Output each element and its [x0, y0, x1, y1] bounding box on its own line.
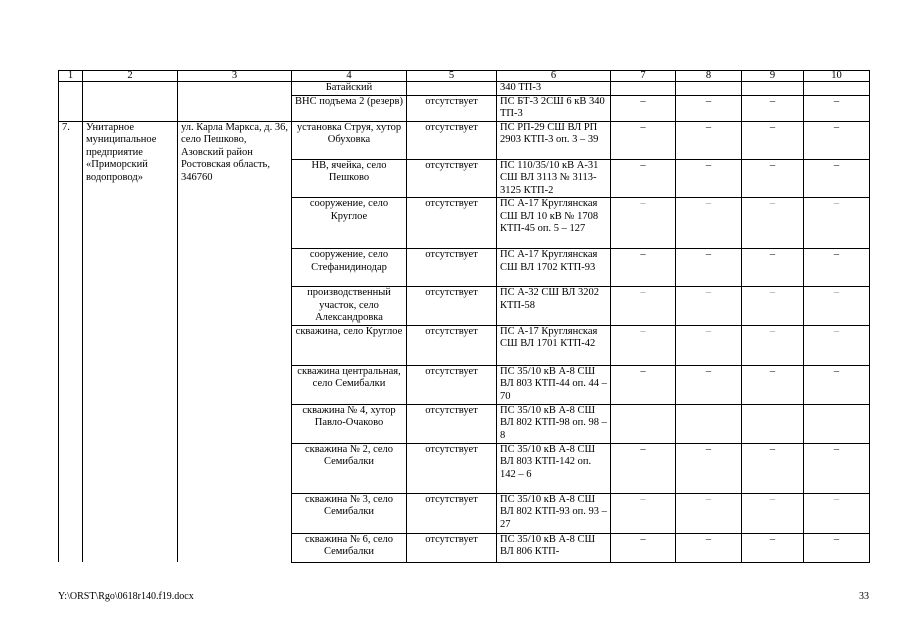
dash-cell: –	[611, 493, 676, 533]
dash-cell: –	[676, 198, 742, 249]
organization-name: Унитарное муниципальное предприятие «Приморский водопровод»	[83, 121, 178, 562]
dash-cell: –	[804, 443, 870, 493]
dash-cell	[611, 82, 676, 96]
entry-number: 7.	[59, 121, 83, 562]
column-number: 1	[59, 71, 83, 82]
dash-cell: –	[676, 443, 742, 493]
dash-cell: –	[611, 533, 676, 562]
connection-status: отсутствует	[407, 287, 497, 326]
object-name: сооружение, село Круглое	[292, 198, 407, 249]
power-supply: ПС А-32 СШ ВЛ 3202 КТП-58	[497, 287, 611, 326]
connection-status: отсутствует	[407, 493, 497, 533]
dash-cell: –	[742, 249, 804, 287]
object-name: скважина № 2, село Семибалки	[292, 443, 407, 493]
column-number: 6	[497, 71, 611, 82]
address-cell	[178, 82, 292, 122]
status-cell	[407, 82, 497, 96]
object-name: скважина, село Круглое	[292, 325, 407, 365]
dash-cell: –	[676, 159, 742, 198]
connection-status: отсутствует	[407, 121, 497, 159]
connection-status: отсутствует	[407, 365, 497, 404]
footer-page-number: 33	[859, 591, 869, 602]
dash-cell: –	[804, 95, 870, 121]
table-row	[59, 121, 870, 159]
dash-cell: –	[676, 325, 742, 365]
object-name: установка Струя, хутор Обуховка	[292, 121, 407, 159]
column-number: 9	[742, 71, 804, 82]
dash-cell: –	[804, 249, 870, 287]
power-supply: ПС А-17 Круглянская СШ ВЛ 1702 КТП-93	[497, 249, 611, 287]
dash-cell: –	[676, 95, 742, 121]
column-number: 2	[83, 71, 178, 82]
dash-cell	[804, 82, 870, 96]
connection-status: отсутствует	[407, 198, 497, 249]
column-number: 10	[804, 71, 870, 82]
organization-address: ул. Карла Маркса, д. 36, село Пешково, Азовский район Ростовская область, 346760	[178, 121, 292, 562]
dash-cell: –	[611, 95, 676, 121]
dash-cell: –	[742, 365, 804, 404]
connection-status: отсутствует	[407, 404, 497, 443]
dash-cell: –	[804, 365, 870, 404]
column-number: 8	[676, 71, 742, 82]
dash-cell: –	[611, 198, 676, 249]
column-number: 4	[292, 71, 407, 82]
footer-file-path: Y:\ORST\Rgo\0618r140.f19.docx	[58, 591, 194, 602]
dash-cell: –	[742, 159, 804, 198]
dash-cell: –	[804, 198, 870, 249]
connection-status: отсутствует	[407, 95, 497, 121]
dash-cell: –	[611, 249, 676, 287]
object-name: ВНС подъема 2 (резерв)	[292, 95, 407, 121]
dash-cell: –	[804, 287, 870, 326]
dash-cell: –	[742, 198, 804, 249]
power-supply: ПС 35/10 кВ А-8 СШ ВЛ 803 КТП-142 оп. 142 – 6	[497, 443, 611, 493]
dash-cell: –	[804, 121, 870, 159]
power-supply: ПС 35/10 кВ А-8 СШ ВЛ 806 КТП-	[497, 533, 611, 562]
object-name: скважина центральная, село Семибалки	[292, 365, 407, 404]
connection-status: отсутствует	[407, 325, 497, 365]
dash-cell	[611, 404, 676, 443]
power-supply: ПС А-17 Круглянская СШ ВЛ 10 кВ № 1708 КТП-45 оп. 5 – 127	[497, 198, 611, 249]
document-table	[58, 70, 870, 563]
column-number: 5	[407, 71, 497, 82]
power-supply: ПС А-17 Круглянская СШ ВЛ 1701 КТП-42	[497, 325, 611, 365]
object-name: НВ, ячейка, село Пешково	[292, 159, 407, 198]
dash-cell: –	[804, 325, 870, 365]
column-number-row	[59, 71, 870, 82]
object-name: скважина № 6, село Семибалки	[292, 533, 407, 562]
table-row	[59, 82, 870, 96]
dash-cell: –	[742, 287, 804, 326]
dash-cell: –	[804, 159, 870, 198]
dash-cell: –	[742, 493, 804, 533]
object-name: скважина № 3, село Семибалки	[292, 493, 407, 533]
power-supply: ПС РП-29 СШ ВЛ РП 2903 КТП-3 оп. 3 – 39	[497, 121, 611, 159]
connection-status: отсутствует	[407, 249, 497, 287]
dash-cell: –	[804, 493, 870, 533]
power-supply: ПС 110/35/10 кВ А-31 СШ ВЛ 3113 № 3113-3125 КТП-2	[497, 159, 611, 198]
dash-cell: –	[742, 325, 804, 365]
dash-cell: –	[676, 493, 742, 533]
dash-cell	[742, 82, 804, 96]
power-supply: ПС БТ-3 2СШ 6 кВ 340 ТП-3	[497, 95, 611, 121]
column-number: 3	[178, 71, 292, 82]
connection-status: отсутствует	[407, 443, 497, 493]
dash-cell: –	[676, 533, 742, 562]
dash-cell: –	[676, 249, 742, 287]
dash-cell	[804, 404, 870, 443]
entry-number-cell	[59, 82, 83, 122]
dash-cell: –	[676, 287, 742, 326]
object-name: скважина № 4, хутор Павло-Очаково	[292, 404, 407, 443]
power-supply: 340 ТП-3	[497, 82, 611, 96]
dash-cell	[676, 82, 742, 96]
column-number: 7	[611, 71, 676, 82]
dash-cell	[742, 404, 804, 443]
dash-cell: –	[611, 121, 676, 159]
object-name: производственный участок, село Александровка	[292, 287, 407, 326]
dash-cell: –	[742, 443, 804, 493]
power-supply: ПС 35/10 кВ А-8 СШ ВЛ 802 КТП-98 оп. 98 – 8	[497, 404, 611, 443]
object-name: Батайский	[292, 82, 407, 96]
connection-status: отсутствует	[407, 533, 497, 562]
dash-cell: –	[804, 533, 870, 562]
power-supply: ПС 35/10 кВ А-8 СШ ВЛ 803 КТП-44 оп. 44 – 70	[497, 365, 611, 404]
organization-cell	[83, 82, 178, 122]
dash-cell: –	[742, 121, 804, 159]
connection-status: отсутствует	[407, 159, 497, 198]
dash-cell: –	[742, 533, 804, 562]
dash-cell: –	[611, 365, 676, 404]
dash-cell: –	[676, 365, 742, 404]
dash-cell: –	[611, 159, 676, 198]
dash-cell: –	[611, 443, 676, 493]
object-name: сооружение, село Стефанидинодар	[292, 249, 407, 287]
dash-cell: –	[676, 121, 742, 159]
dash-cell: –	[611, 287, 676, 326]
power-supply: ПС 35/10 кВ А-8 СШ ВЛ 802 КТП-93 оп. 93 – 27	[497, 493, 611, 533]
dash-cell: –	[742, 95, 804, 121]
dash-cell: –	[611, 325, 676, 365]
dash-cell	[676, 404, 742, 443]
